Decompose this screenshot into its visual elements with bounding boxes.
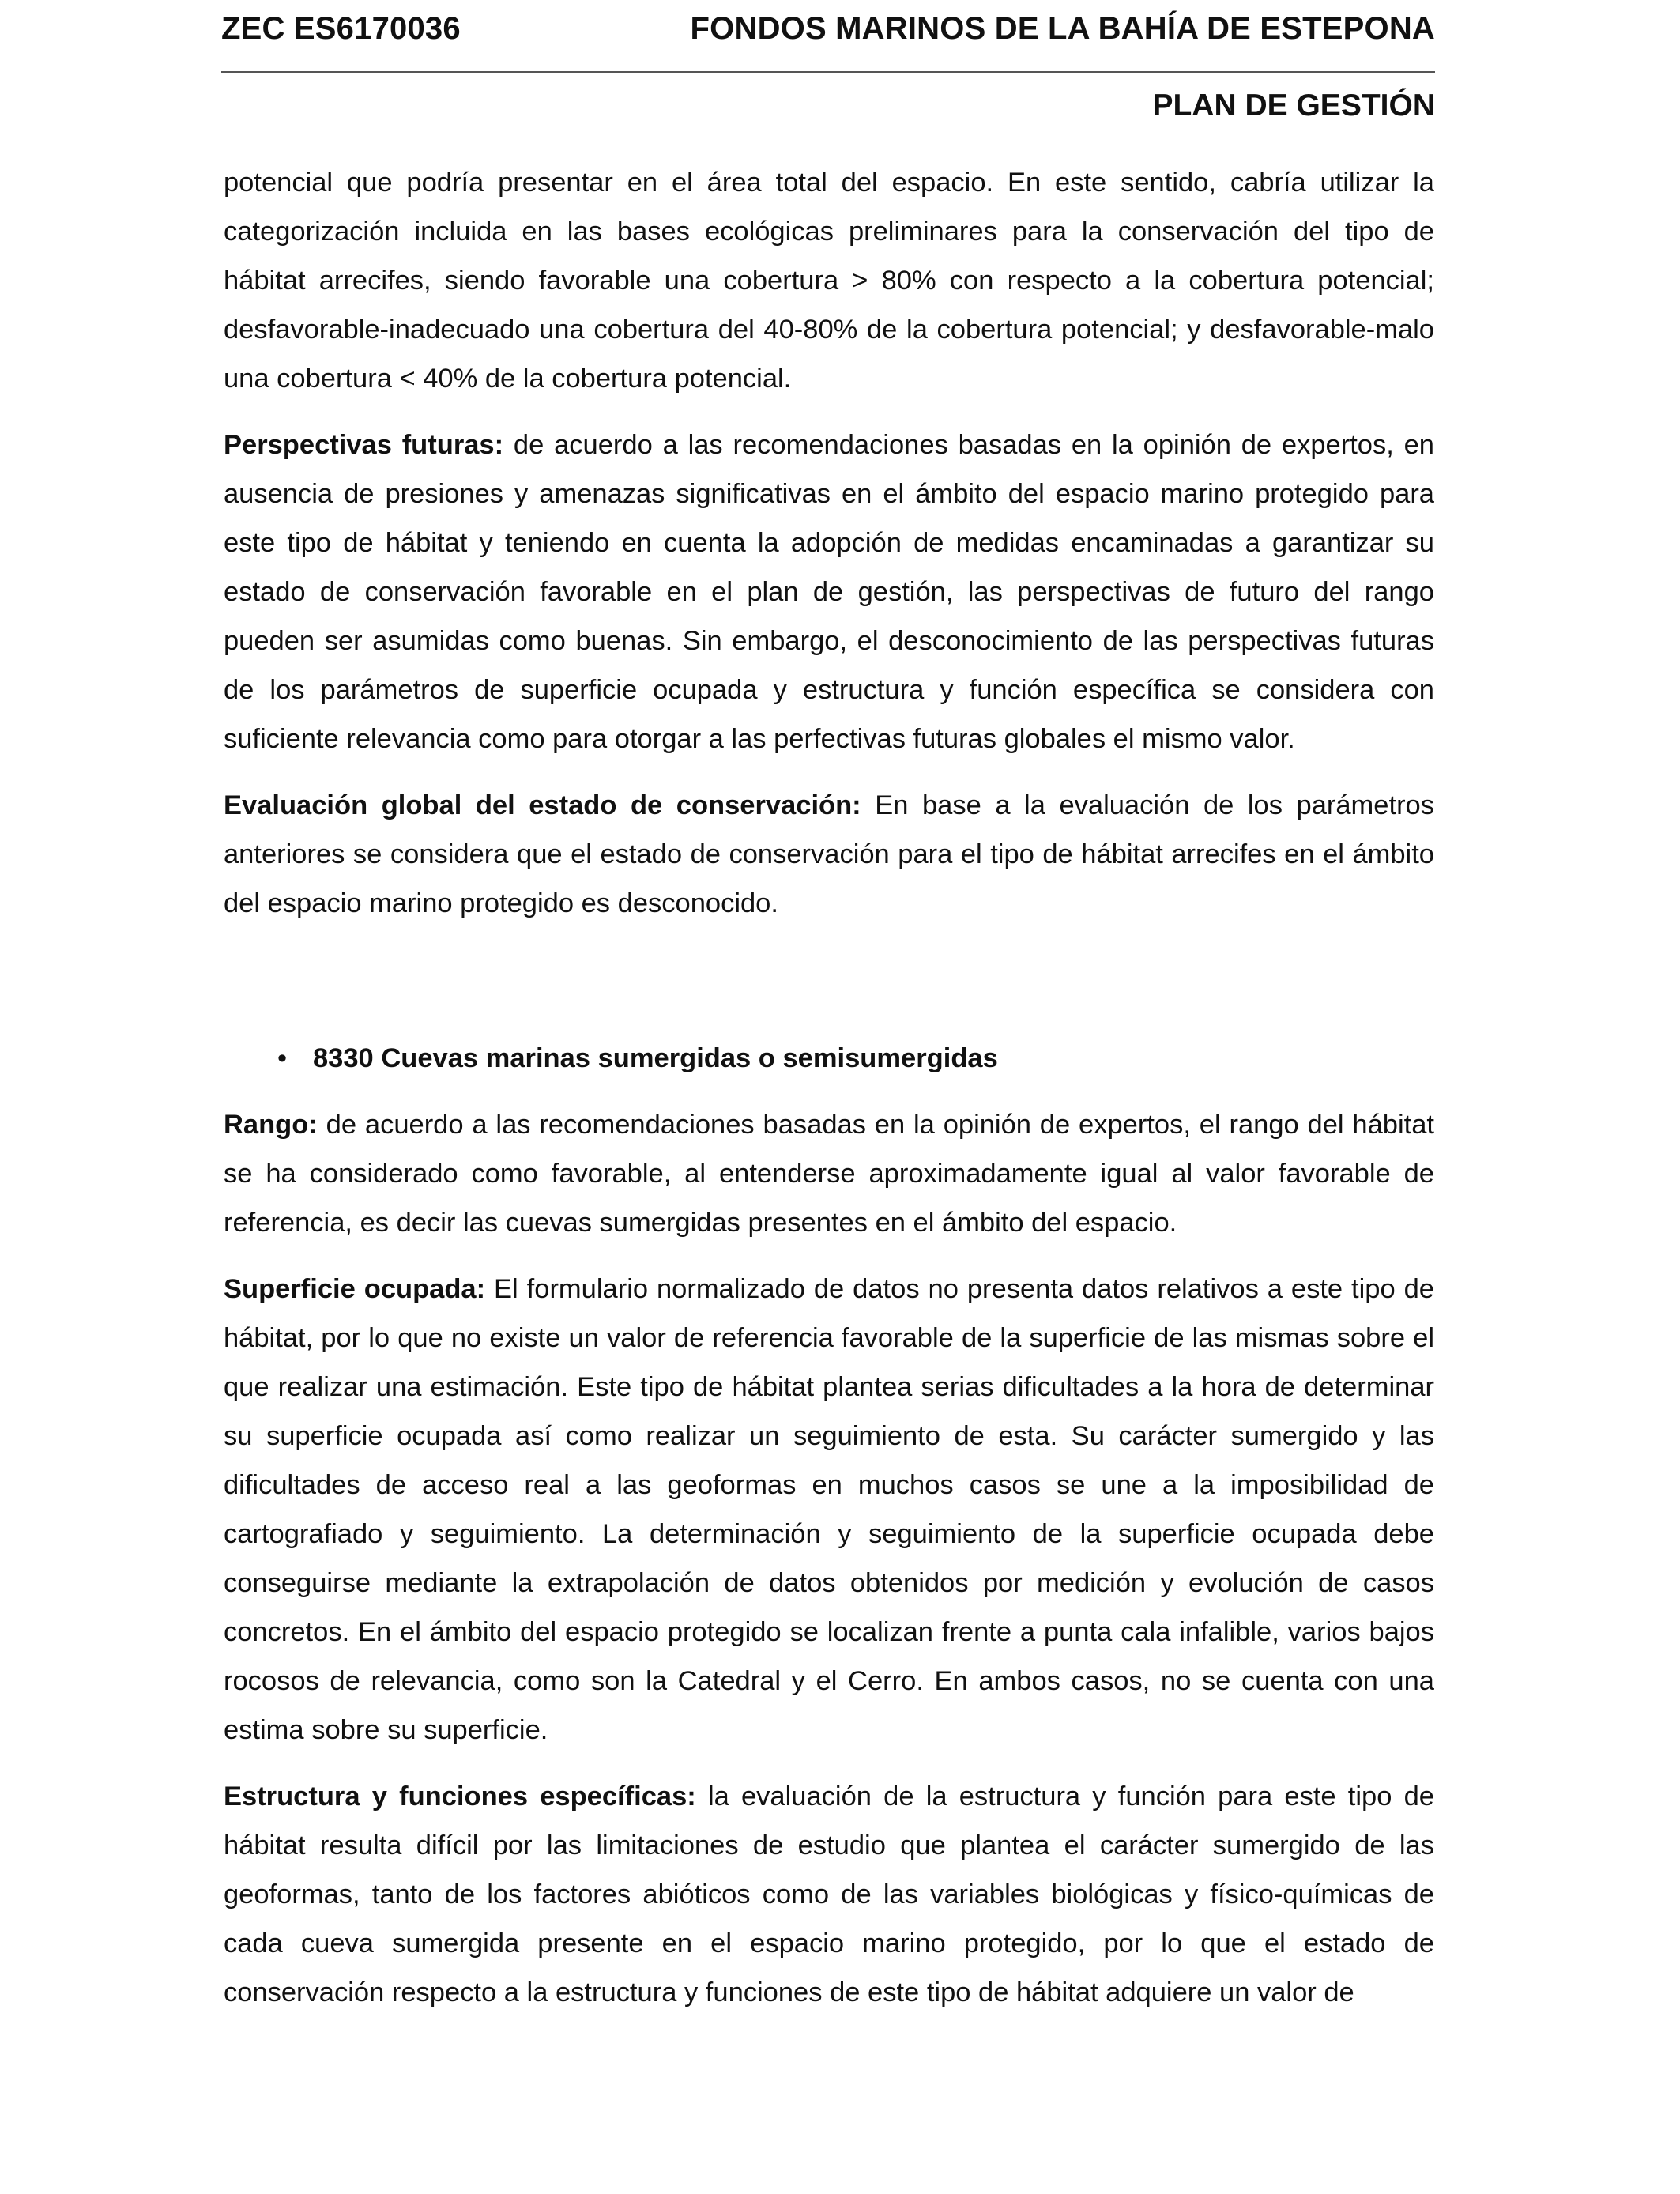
paragraph-label: Perspectivas futuras: — [224, 430, 504, 460]
paragraph-rango — [224, 1100, 1434, 1247]
section-spacer — [224, 945, 1434, 1034]
paragraph-continuation — [224, 158, 1434, 403]
paragraph-text: de acuerdo a las recomendaciones basadas en la opinión de expertos, en ausencia de presiones y amenazas significativas en el ámbito del espacio marino protegido para este tipo de hábitat y teniendo en cuenta la adopción de medidas encaminadas a garantizar su estado de conservación favorable en el plan de gestión, las perspectivas de futuro del rango pueden ser asumidas como buenas. Sin embargo, el desconocimiento de las perspectivas futuras de los parámetros de superficie ocupada y estructura y función específica se considera con suficiente relevancia como para otorgar a las perfectivas futuras globales el mismo valor. — [224, 430, 1434, 754]
paragraph-text: potencial que podría presentar en el área total del espacio. En este sentido, cabría utilizar la categorización incluida en las bases ecológicas preliminares para la conservación del tipo de hábitat arrecifes, siendo favorable una cobertura > 80% con respecto a la cobertura potencial; desfavorable-inadecuado una cobertura del 40-80% de la cobertura potencial; y desfavorable-malo una cobertura < 40% de la cobertura potencial. — [224, 168, 1434, 394]
paragraph-label: Evaluación global del estado de conservación: — [224, 790, 861, 820]
document-body — [224, 158, 1434, 2034]
paragraph-text: En base a la evaluación de los parámetros anteriores se considera que el estado de conservación para el tipo de hábitat arrecifes en el ámbito del espacio marino protegido es desconocido. — [224, 790, 1434, 918]
site-name: FONDOS MARINOS DE LA BAHÍA DE ESTEPONA — [690, 11, 1435, 46]
paragraph-label: Superficie ocupada: — [224, 1274, 486, 1304]
bullet-icon: • — [277, 1043, 288, 1073]
header-top-row — [221, 0, 1435, 70]
paragraph-label: Estructura y funciones específicas: — [224, 1781, 696, 1811]
paragraph-estructura-funciones — [224, 1772, 1434, 2017]
habitat-heading-text: 8330 Cuevas marinas sumergidas o semisumergidas — [313, 1043, 998, 1073]
page-header — [221, 0, 1435, 123]
header-divider — [221, 71, 1435, 73]
paragraph-text: la evaluación de la estructura y función para este tipo de hábitat resulta difícil por las limitaciones de estudio que plantea el carácter sumergido de las geoformas, tanto de los factores abióticos como de las variables biológicas y físico-químicas de cada cueva sumergida presente en el espacio marino protegido, por lo que el estado de conservación respecto a la estructura y funciones de este tipo de hábitat adquiere un valor de — [224, 1781, 1434, 2007]
paragraph-perspectivas-futuras — [224, 420, 1434, 763]
habitat-heading-8330 — [224, 1034, 1434, 1083]
paragraph-text: de acuerdo a las recomendaciones basadas en la opinión de expertos, el rango del hábitat se ha considerado como favorable, al entenderse aproximadamente igual al valor favorable de referencia, es decir las cuevas sumergidas presentes en el ámbito del espacio. — [224, 1110, 1434, 1238]
document-type: PLAN DE GESTIÓN — [1152, 89, 1435, 123]
paragraph-superficie-ocupada — [224, 1265, 1434, 1755]
paragraph-text: El formulario normalizado de datos no presenta datos relativos a este tipo de hábitat, por lo que no existe un valor de referencia favorable de la superficie de las mismas sobre el que realizar una estimación. Este tipo de hábitat plantea serias dificultades a la hora de determinar su superficie ocupada así como realizar un seguimiento de esta. Su carácter sumergido y las dificultades de acceso real a las geoformas en muchos casos se une a la imposibilidad de cartografiado y seguimiento. La determinación y seguimiento de la superficie ocupada debe conseguirse mediante la extrapolación de datos obtenidos por medición y evolución de casos concretos. En el ámbito del espacio protegido se localizan frente a punta cala infalible, varios bajos rocosos de relevancia, como son la Catedral y el Cerro. En ambos casos, no se cuenta con una estima sobre su superficie. — [224, 1274, 1434, 1745]
paragraph-label: Rango: — [224, 1110, 318, 1140]
paragraph-evaluacion-global — [224, 781, 1434, 928]
site-code: ZEC ES6170036 — [221, 11, 461, 46]
